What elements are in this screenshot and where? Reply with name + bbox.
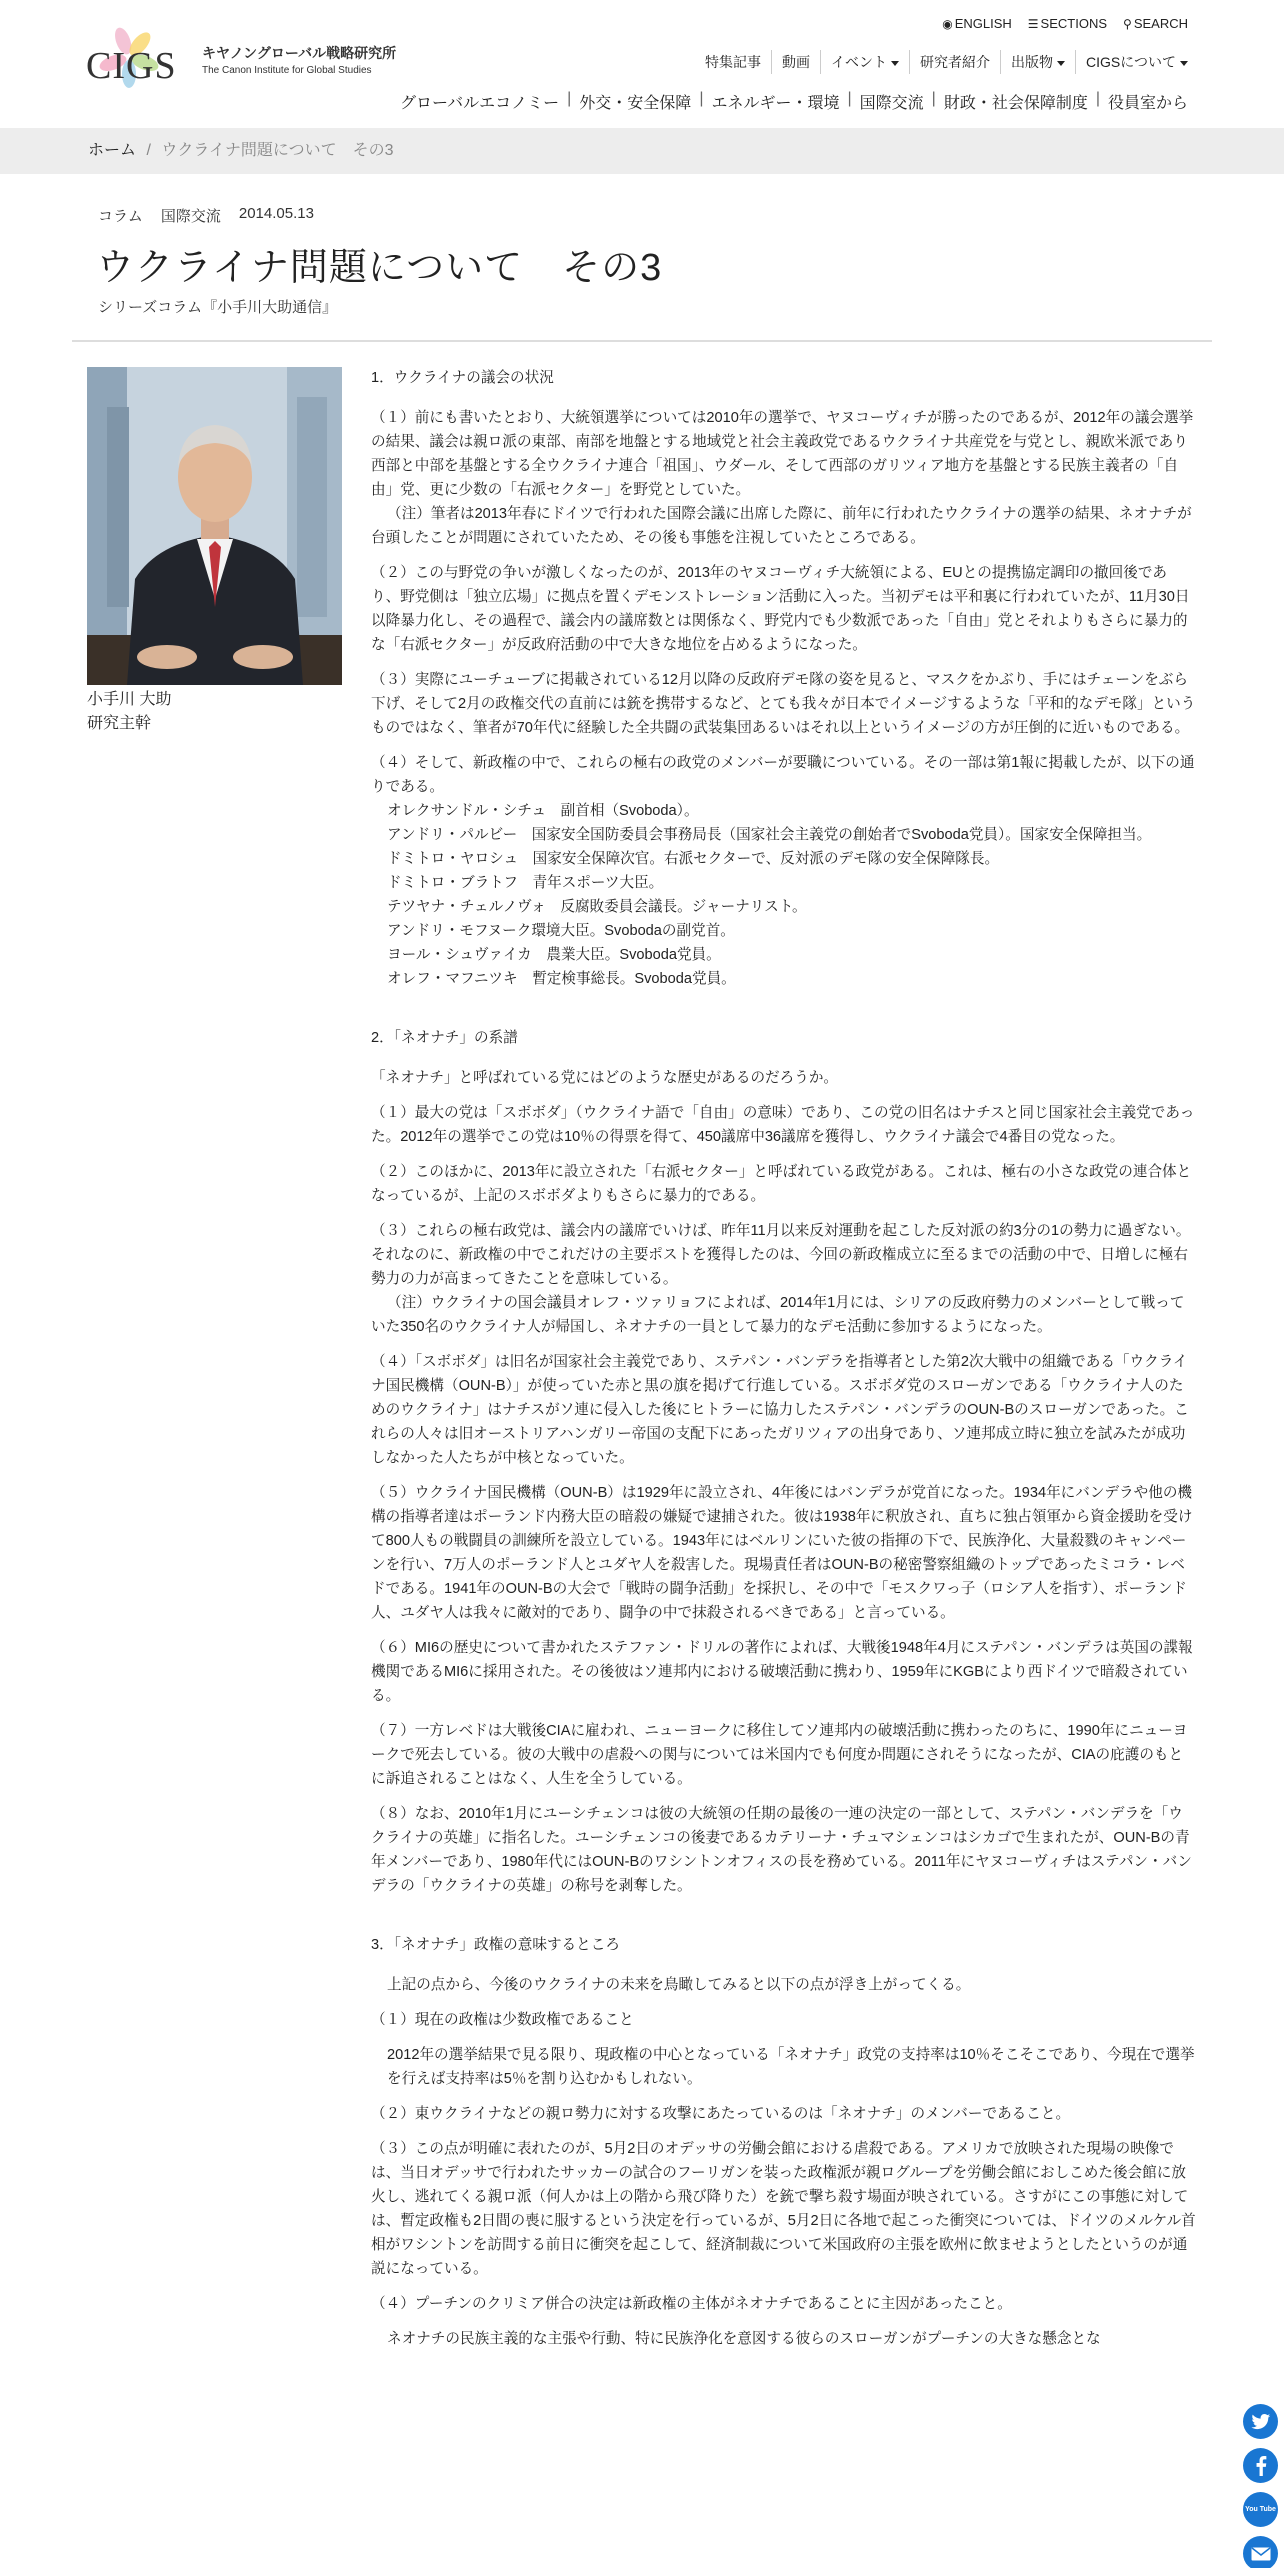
nav-international-exchange[interactable]: 国際交流 <box>859 95 924 112</box>
list-item: アンドリ・モフヌーク環境大臣。Svobodaの副党首。 <box>387 923 735 939</box>
site-header <box>0 0 1284 128</box>
nav-separator: | <box>931 90 936 107</box>
author-info <box>87 688 171 736</box>
nav-fiscal-social-security[interactable]: 財政・社会保障制度 <box>943 95 1088 112</box>
list-item: アンドリ・パルビー 国家安全国防委員会事務局長（国家社会主義党の創始者でSvoboda党員）。国家安全保障担当。 <box>387 827 1152 843</box>
mail-icon <box>1251 2547 1271 2561</box>
article-paragraph: （７）一方レベドは大戦後CIAに雇われ、ニューヨークに移住してソ連邦内の破壊活動に携わったのちに、1990年にニューヨークで死去している。彼の大戦中の虐殺への関与については米国内でも何度か問題にされそうになったが、CIAの庇護のもとに訴追されることはなく、人生を全うしている。 <box>371 1723 1188 1787</box>
section-heading: 3．「ネオナチ」政権の意味するところ <box>371 1937 620 1953</box>
subnav-videos-label: 動画 <box>782 54 811 70</box>
spacer <box>371 1002 1196 1026</box>
breadcrumb-current: ウクライナ問題について その3 <box>161 142 394 159</box>
youtube-icon: You Tube <box>1245 2505 1276 2513</box>
author-photo <box>87 367 342 685</box>
article-paragraph: （１）最大の党は「スボボダ」（ウクライナ語で「自由」の意味）であり、この党の旧名はナチスと同じ国家社会主義党であった。2012年の選挙でこの党は10％の得票を得て、450議席中36議席を獲得し、ウクライナ議会で4番目の党なった。 <box>371 1105 1195 1145</box>
article-paragraph: （３）この点が明確に表れたのが、5月2日のオデッサの労働会館における虐殺である。アメリカで放映された現場の映像では、当日オデッサで行われたサッカーの試合のフーリガンを装った政権派が親ログループを労働会館におしこめた後会館に放火し、逃れてくる親ロ派（何人かは上の階から飛び降りた）を銃で撃ち殺す場面が映されている。さすがにこの事態に対しては、暫定政権も2日間の喪に服するという決定を行っているが、5月2日に各地で起こった衝突については、ドイツのメルケル首相がワシントンを訪問する前日に衝突を起こして、経済制裁について米国政府の主張を欧州に飲ませようとしたというのが通説になっている。 <box>371 2141 1196 2277</box>
category-link[interactable]: コラム <box>98 208 143 225</box>
article-paragraph: （６）MI6の歴史について書かれたステファン・ドリルの著作によれば、大戦後1948年4月にステパン・バンデラは英国の諜報機関であるMI6に採用された。その後彼はソ連邦内における破壊活動に携わり、1959年にKGBにより西ドイツで暗殺されている。 <box>371 1640 1193 1704</box>
twitter-icon <box>1251 2413 1271 2431</box>
subnav-about-label: CIGSについて <box>1086 54 1176 70</box>
list-item: ドミトロ・ヤロシュ 国家安全保障次官。右派セクターで、反対派のデモ隊の安全保障隊長。 <box>387 851 1000 867</box>
english-label: ENGLISH <box>954 16 1012 31</box>
facebook-icon <box>1255 2456 1267 2476</box>
article-paragraph: （４）「スボボダ」は旧名が国家社会主義党であり、ステパン・バンデラを指導者とした第2次大戦中の組織である「ウクライナ国民機構（OUN-B）」が使っていた赤と黒の旗を掲げて行進している。スボボダ党のスローガンである「ウクライナ人のためのウクライナ」はナチスがソ連に侵入した後にヒトラーに協力したステパン・バンデラのOUN-Bのスローガンであった。これらの人々は旧オーストリアハンガリー帝国の支配下にあったガリツィアの出身であり、ソ連邦成立時に独立を試みたが成功しなかった人たちが中核となっていた。 <box>371 1354 1189 1466</box>
page-title: ウクライナ問題について その3 <box>96 247 663 289</box>
logo-english-name: The Canon Institute for Global Studies <box>202 64 372 76</box>
search-label: SEARCH <box>1133 16 1188 31</box>
article-paragraph: （４）プーチンのクリミア併合の決定は新政権の主体がネオナチであることに主因があったこと。 <box>371 2296 1012 2312</box>
subnav-publications[interactable] <box>1001 50 1076 74</box>
series-name: シリーズコラム『小手川大助通信』 <box>98 299 338 316</box>
article-paragraph <box>371 406 1196 550</box>
subnav-events-label: イベント <box>831 54 888 70</box>
section-heading: 1．ウクライナの議会の状況 <box>371 370 554 386</box>
article-paragraph: （５）ウクライナ国民機構（OUN-B）は1929年に設立され、4年後にはバンデラが党首になった。1934年にバンデラや他の機構の指導者達はポーランド内務大臣の暗殺の嫌疑で逮捕された。彼は1938年に釈放され、直ちに独占領軍から資金援助を受けて800人もの戦闘員の訓練所を設立している。1943年にはベルリンにいた彼の指揮の下で、民族浄化、大量殺戮のキャンペーンを行い、7万人のポーランド人とユダヤ人を殺害した。現場責任者はOUN-Bの秘密警察組織のトップであったミコラ・レベドである。1941年のOUN-Bの大会で「戦時の闘争活動」を採択し、その中で「モスクワっ子（ロシア人を指す）、ポーランド人、ユダヤ人は我々に敵対的であり、闘争の中で抹殺されるべきである」と言っている。 <box>371 1485 1193 1621</box>
subnav-featured-label: 特集記事 <box>705 54 762 70</box>
subnav-about[interactable] <box>1076 50 1188 74</box>
spacer <box>371 1909 1196 1933</box>
globe-icon: ◉ <box>942 17 953 31</box>
section-heading: 2．「ネオナチ」の系譜 <box>371 1030 518 1046</box>
article-paragraph: （２）東ウクライナなどの親ロ勢力に対する攻撃にあたっているのは「ネオナチ」のメンバーであること。 <box>371 2106 1071 2122</box>
paragraph-text: （３）これらの極右政党は、議会内の議席でいけば、昨年11月以来反対運動を起こした反対派の約3分の1の勢力に過ぎない。それなのに、新政権の中でこれだけの主要ポストを獲得したのは、今回の新政権成立に至るまでの活動の中で、日増しに極右勢力の力が高まってきたことを意味している。 <box>371 1223 1191 1287</box>
subcategory-link[interactable]: 国際交流 <box>160 208 221 225</box>
chevron-down-icon <box>891 61 899 66</box>
main-navigation <box>392 90 1188 113</box>
sections-link[interactable] <box>1028 16 1107 31</box>
article-body <box>371 366 1196 2362</box>
nav-separator: | <box>567 90 572 107</box>
nav-separator: | <box>1095 90 1100 107</box>
search-icon: ⚲ <box>1123 17 1132 31</box>
article-paragraph: （３）実際にユーチューブに掲載されている12月以降の反政府デモ隊の姿を見ると、マスクをかぶり、手にはチェーンをぶら下げ、そして2月の政権交代の直前には銃を携帯するなど、とても我々が日本でイメージするような「平和的なデモ隊」というものではなく、筆者が70年代に経験した全共闘の武装集団あるいはそれ以上というイメージの方が圧倒的に近いものである。 <box>371 672 1196 736</box>
nav-separator: | <box>699 90 704 107</box>
breadcrumb-separator: / <box>146 142 151 159</box>
menu-icon: ☰ <box>1027 17 1039 31</box>
paragraph-note: （注）筆者は2013年春にドイツで行われた国際会議に出席した際に、前年に行われたウクライナの選挙の結果、ネオナチが台頭したことが問題にされていたため、その後も事態を注視していたところである。 <box>371 506 1192 546</box>
nav-global-economy[interactable]: グローバルエコノミー <box>399 95 560 112</box>
subnav-publications-label: 出版物 <box>1011 54 1054 70</box>
author-role: 研究主幹 <box>87 715 152 732</box>
article-paragraph <box>371 1219 1196 1339</box>
nav-energy-environment[interactable]: エネルギー・環境 <box>711 95 840 112</box>
article-paragraph: （１）現在の政権は少数政権であること <box>371 2012 634 2028</box>
chevron-down-icon <box>1180 61 1188 66</box>
article-paragraph: 2012年の選挙結果で見る限り、現政権の中心となっている「ネオナチ」政党の支持率は10％そこそこであり、今現在で選挙を行えば支持率は5％を割り込むかもしれない。 <box>387 2047 1195 2087</box>
divider <box>72 340 1212 342</box>
chevron-down-icon <box>1057 61 1065 66</box>
logo-japanese-name: キヤノングローバル戦略研究所 <box>202 44 397 61</box>
subnav-events[interactable] <box>821 50 910 74</box>
paragraph-note: （注）ウクライナの国会議員オレフ・ツァリョフによれば、2014年1月には、シリアの反政府勢力のメンバーとして戦っていた350名のウクライナ人が帰国し、ネオナチの一員として暴力的なデモ活動に参加するようになった。 <box>371 1295 1185 1335</box>
facebook-share-button[interactable] <box>1243 2448 1278 2483</box>
breadcrumb <box>0 128 1284 174</box>
twitter-share-button[interactable] <box>1243 2404 1278 2439</box>
logo-mark <box>86 26 176 96</box>
article-paragraph: ネオナチの民族主義的な主張や行動、特に民族浄化を意図する彼らのスローガンがプーチンの大きな懸念とな <box>387 2331 1101 2347</box>
publish-date: 2014.05.13 <box>238 205 314 222</box>
article-paragraph: 「ネオナチ」と呼ばれている党にはどのような歴史があるのだろうか。 <box>371 1070 839 1086</box>
article-paragraph <box>371 751 1196 991</box>
article-meta <box>98 205 314 226</box>
sub-navigation <box>695 50 1188 74</box>
article-paragraph: （８）なお、2010年1月にユーシチェンコは彼の大統領の任期の最後の一連の決定の一部として、ステパン・バンデラを「ウクライナの英雄」に指名した。ユーシチェンコの後妻であるカテリーナ・チュマシェンコはシカゴで生まれたが、OUN-Bの青年メンバーであり、1980年代にはOUN-Bのワシントンオフィスの長を務めている。2011年にヤヌコーヴィチはステパン・バンデラの「ウクライナの英雄」の称号を剥奪した。 <box>371 1806 1192 1894</box>
subnav-researchers[interactable] <box>910 50 1001 74</box>
article-paragraph: （２）この与野党の争いが激しくなったのが、2013年のヤヌコーヴィチ大統領による、EUとの提携協定調印の撤回後であり、野党側は「独立広場」に拠点を置くデモンストレーション活動に入った。当初デモは平和裏に行われていたが、11月30日以降暴力化し、その過程で、議会内の議席数とは関係なく、野党内でも少数派であった「自由」党とそれよりもさらに暴力的な「右派セクター」が反政府活動の中で大きな地位を占めるようになった。 <box>371 565 1190 653</box>
nav-diplomacy-security[interactable]: 外交・安全保障 <box>579 95 692 112</box>
subnav-videos[interactable] <box>772 50 821 74</box>
youtube-button[interactable] <box>1243 2492 1278 2527</box>
article-paragraph: 上記の点から、今後のウクライナの未来を鳥瞰してみると以下の点が浮き上がってくる。 <box>387 1977 971 1993</box>
social-share-buttons <box>1243 2404 1278 2568</box>
sections-label: SECTIONS <box>1040 16 1108 31</box>
search-link[interactable] <box>1123 16 1188 31</box>
author-portrait-image <box>87 367 342 685</box>
article-paragraph: （２）このほかに、2013年に設立された「右派セクター」と呼ばれている政党がある。これは、極右の小さな政党の連合体となっているが、上記のスボボダよりもさらに暴力的である。 <box>371 1164 1192 1204</box>
english-link[interactable] <box>942 16 1012 31</box>
list-item: ドミトロ・ブラトフ 青年スポーツ大臣。 <box>387 875 664 891</box>
list-item: オレクサンドル・シチュ 副首相（Svoboda）。 <box>387 803 699 819</box>
list-item: テツヤナ・チェルノヴォ 反腐敗委員会議長。ジャーナリスト。 <box>387 899 807 915</box>
paragraph-text: （１）前にも書いたとおり、大統領選挙については2010年の選挙で、ヤヌコーヴィチが勝ったのであるが、2012年の議会選挙の結果、議会は親ロ派の東部、南部を地盤とする地域党と社会主義政党であるウクライナ共産党を与党とし、親欧米派であり西部と中部を基盤とする全ウクライナ連合「祖国」、ウダール、そして西部のガリツィア地方を基盤とする民族主義者の「自由」党、更に少数の「右派セクター」を野党としていた。 <box>371 410 1194 498</box>
subnav-featured[interactable] <box>695 50 772 74</box>
list-item: オレフ・マフニツキ 暫定検事総長。Svoboda党員。 <box>387 971 736 987</box>
nav-separator: | <box>847 90 852 107</box>
nav-executive-office[interactable]: 役員室から <box>1107 95 1188 112</box>
subnav-researchers-label: 研究者紹介 <box>920 54 991 70</box>
breadcrumb-home[interactable]: ホーム <box>88 142 137 159</box>
author-name: 小手川 大助 <box>87 691 172 708</box>
utility-nav <box>942 16 1188 31</box>
list-item: ヨール・シュヴァイカ 農業大臣。Svoboda党員。 <box>387 947 721 963</box>
mail-share-button[interactable] <box>1243 2536 1278 2568</box>
paragraph-text: （４）そして、新政権の中で、これらの極右の政党のメンバーが要職についている。その一部は第1報に掲載したが、以下の通りである。 <box>371 755 1195 795</box>
logo-cigs-text: CIGS <box>86 45 177 87</box>
site-logo[interactable] <box>86 26 396 96</box>
